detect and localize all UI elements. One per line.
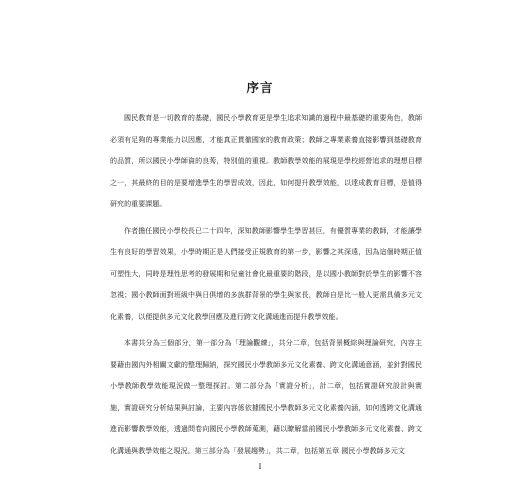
preface-body xyxy=(110,108,422,467)
page-title: 序言 xyxy=(246,80,274,95)
page-number: I xyxy=(258,462,262,471)
paragraph: 國民教育是一切教育的基礎，國民小學教育更是學生追求知識的過程中最基礎的重要角色，教師必須有足夠的專業能力以因應，才能真正貫徹國家的教育政策；教師之專業素養直接影響到基礎教育的品質，所以國民小學師資的良莠，特別值的重視。教師教學效能的展現是學校經營追求的理想目標之一，其最終的目的是要增進學生的學習成效，因此，如何提升教學效能，以達成教育目標，是值得研究的重要課題。 xyxy=(110,114,422,208)
paragraph: 本書共分為三個部分，第一部分為「理論觀練」，共分二章，包括背景概綜與理論研究，內容主要藉由國內外相關文獻的整理歸納，探究國民小學教師多元文化素養、跨文化溝通意涵，並針對國民小學教師教學效能現況做一整理探討。第二部分為「實證分析」，計二章，包括實證研究設計與實施，實證研究分析結果與討論，主要內容係依據國民小學教師多元文化素養內涵，如何透跨文化溝通進而影響教學效能，透過問卷向國民小學教師蒐測，藉以瞭解當前國民小學教師多元文化素養、跨文化溝通與教學效能之現況。第三部分為「發展趨勢」，共二章，包括第五章 國民小學教師多元文 xyxy=(110,339,422,455)
paragraph: 作者擔任國民小學校長已二十四年，深知教師影響學生學習甚巨，有優質專業的教師，才能讓學生有良好的學習效果，小學時期正是人們接受正規教育的第一步，影響之其深遠，因為這個時期正值可塑性大，同時是理性思考的發展期和兒童社會化最重要的階段，是以國小教師對於學生的影響不容忽視；國小教師面對班級中與日俱增的多族群背景的學生與家長，教師自是比一般人更需具備多元文化素養，以便提供多元文化教學回應及進行跨文化溝通進而提升教學效能。 xyxy=(110,226,422,321)
